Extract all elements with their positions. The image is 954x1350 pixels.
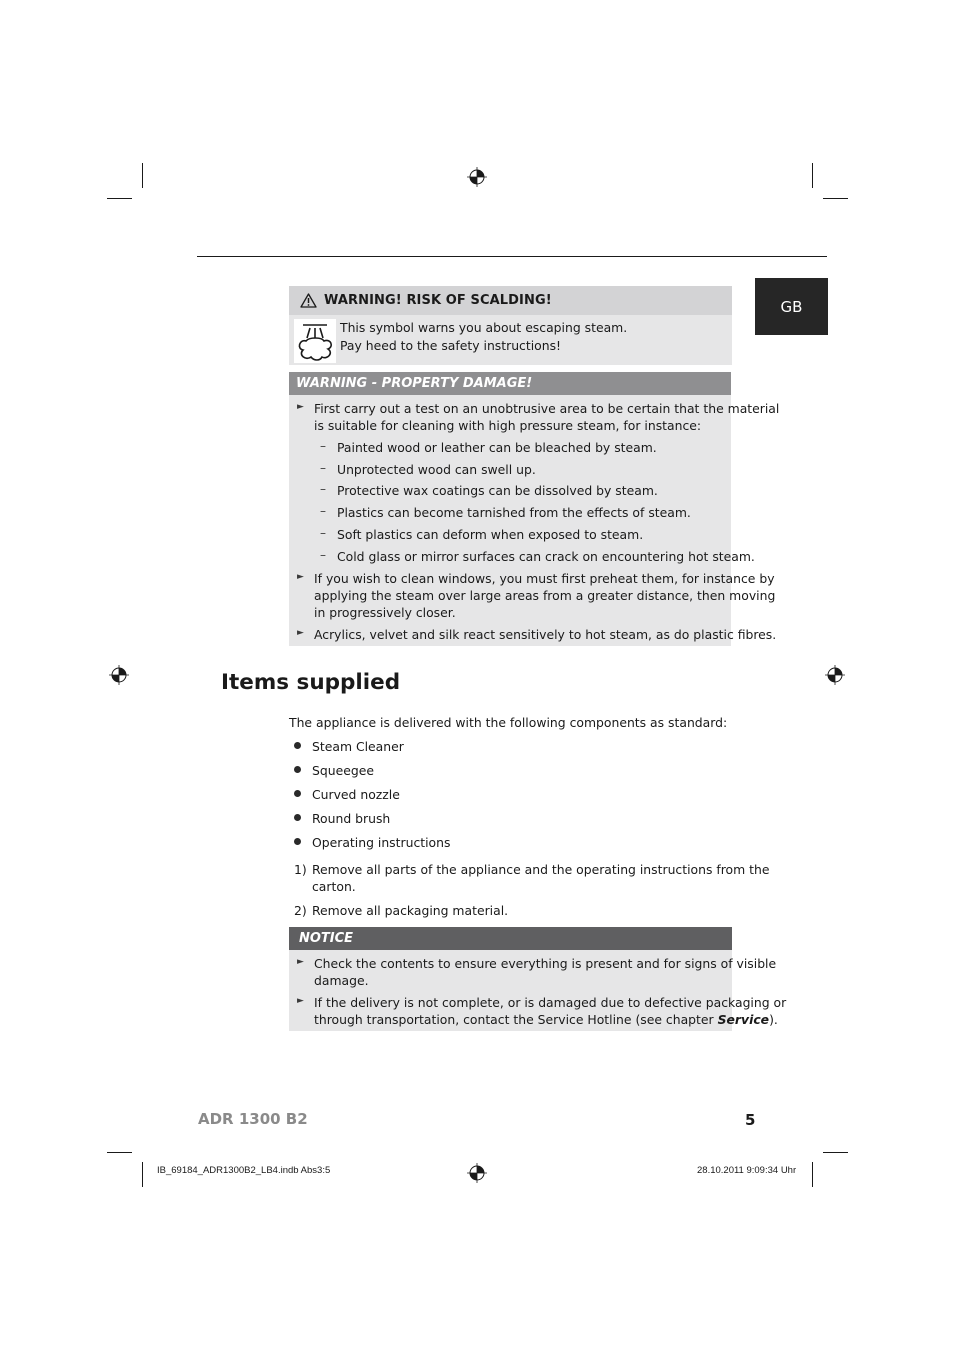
- dash-marker: –: [320, 504, 326, 518]
- bullet-dot: [294, 766, 301, 773]
- notice-header: [289, 927, 732, 950]
- bullet-arrow-icon: ►: [297, 572, 304, 582]
- crop-mark: [107, 1152, 132, 1153]
- dash-marker: –: [320, 482, 326, 496]
- property-damage-bullet-line: First carry out a test on an unobtrusive area to be certain that the material: [314, 401, 780, 416]
- property-damage-dash-item: Painted wood or leather can be bleached by steam.: [337, 440, 657, 455]
- section-heading: Items supplied: [221, 670, 401, 695]
- scalding-warning-title: WARNING! RISK OF SCALDING!: [324, 293, 552, 308]
- registration-mark-icon: [825, 665, 845, 685]
- step-number: 2): [294, 903, 307, 918]
- crop-mark: [142, 1162, 143, 1187]
- language-tab: [755, 278, 828, 335]
- bullet-dot: [294, 838, 301, 845]
- crop-mark: [812, 163, 813, 188]
- property-damage-dash-item: Plastics can become tarnished from the effects of steam.: [337, 505, 691, 520]
- property-damage-bullet-line: applying the steam over large areas from a greater distance, then moving: [314, 588, 776, 603]
- crop-mark: [823, 1152, 848, 1153]
- header-rule: [197, 256, 827, 257]
- bullet-dot: [294, 790, 301, 797]
- scalding-warning-line: This symbol warns you about escaping steam.: [340, 320, 628, 335]
- scalding-warning-text: [340, 319, 627, 355]
- warning-triangle-icon: [300, 293, 317, 308]
- step-number: 1): [294, 862, 307, 877]
- notice-bullet-line: [314, 1011, 778, 1028]
- scalding-warning-box: [289, 286, 732, 365]
- crop-mark: [823, 198, 848, 199]
- service-chapter-reference: Service: [717, 1012, 770, 1027]
- notice-text: through transportation, contact the Service Hotline (see chapter: [314, 1012, 718, 1027]
- dash-marker: –: [320, 526, 326, 540]
- step-line: Remove all packaging material.: [312, 903, 509, 918]
- supplied-item: Squeegee: [312, 763, 374, 778]
- notice-bullet-line: If the delivery is not complete, or is damaged due to defective packaging or: [314, 995, 787, 1010]
- property-damage-bullet-line: in progressively closer.: [314, 605, 456, 620]
- bullet-dot: [294, 814, 301, 821]
- notice-text: ).: [769, 1012, 778, 1027]
- crop-mark: [812, 1162, 813, 1187]
- property-damage-title: WARNING - PROPERTY DAMAGE!: [296, 376, 533, 391]
- property-damage-header: [289, 372, 731, 395]
- registration-mark-icon: [467, 1163, 487, 1183]
- print-slug-left: IB_69184_ADR1300B2_LB4.indb Abs3:5: [157, 1165, 331, 1176]
- dash-marker: –: [320, 548, 326, 562]
- bullet-dot: [294, 742, 301, 749]
- items-intro: The appliance is delivered with the following components as standard:: [289, 715, 728, 730]
- property-damage-dash-item: Unprotected wood can swell up.: [337, 462, 536, 477]
- page-number: 5: [745, 1111, 756, 1129]
- model-name: ADR 1300 B2: [198, 1110, 308, 1128]
- crop-mark: [142, 163, 143, 188]
- bullet-arrow-icon: ►: [297, 402, 304, 412]
- property-damage-bullet-line: If you wish to clean windows, you must first preheat them, for instance by: [314, 571, 775, 586]
- bullet-arrow-icon: ►: [297, 996, 304, 1006]
- scalding-warning-header: [289, 286, 732, 315]
- property-damage-dash-item: Soft plastics can deform when exposed to steam.: [337, 527, 644, 542]
- step-line: Remove all parts of the appliance and the operating instructions from the: [312, 862, 770, 877]
- notice-bullet-line: Check the contents to ensure everything is present and for signs of visible: [314, 956, 777, 971]
- supplied-item: Curved nozzle: [312, 787, 400, 802]
- steam-icon: [294, 319, 336, 363]
- registration-mark-icon: [109, 665, 129, 685]
- crop-mark: [107, 198, 132, 199]
- property-damage-bullet-line: Acrylics, velvet and silk react sensitively to hot steam, as do plastic fibres.: [314, 627, 777, 642]
- bullet-arrow-icon: ►: [297, 628, 304, 638]
- registration-mark-icon: [467, 167, 487, 187]
- supplied-item: Steam Cleaner: [312, 739, 404, 754]
- notice-bullet-line: damage.: [314, 973, 369, 988]
- dash-marker: –: [320, 461, 326, 475]
- notice-title: NOTICE: [299, 931, 354, 946]
- property-damage-dash-item: Cold glass or mirror surfaces can crack on encountering hot steam.: [337, 549, 755, 564]
- property-damage-dash-item: Protective wax coatings can be dissolved by steam.: [337, 483, 658, 498]
- supplied-item: Operating instructions: [312, 835, 451, 850]
- bullet-arrow-icon: ►: [297, 957, 304, 967]
- supplied-item: Round brush: [312, 811, 391, 826]
- scalding-warning-line: Pay heed to the safety instructions!: [340, 338, 562, 353]
- language-label: GB: [780, 297, 803, 316]
- property-damage-bullet-line: is suitable for cleaning with high pressure steam, for instance:: [314, 418, 702, 433]
- dash-marker: –: [320, 439, 326, 453]
- print-slug-right: 28.10.2011 9:09:34 Uhr: [697, 1165, 797, 1176]
- step-line: carton.: [312, 879, 356, 894]
